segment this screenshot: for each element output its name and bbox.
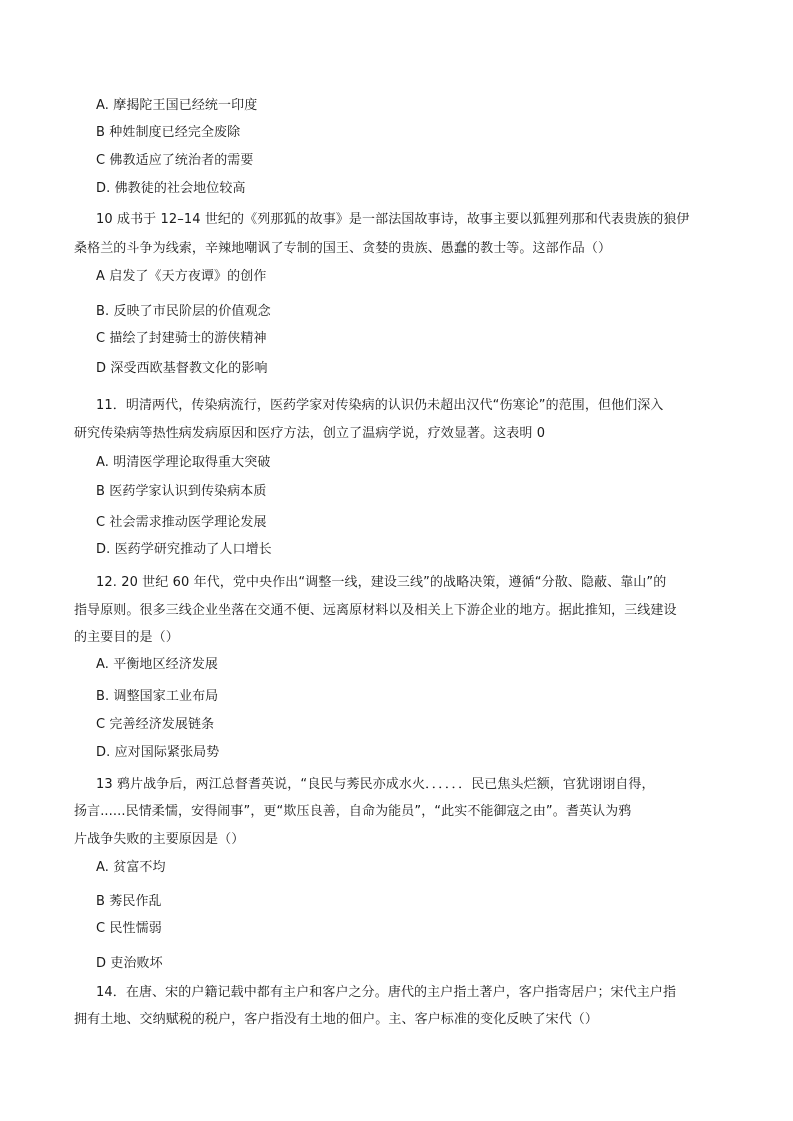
q12-option-a: A. 平衡地区经济发展 xyxy=(96,657,219,672)
q9-option-d: D. 佛教徒的社会地位较高 xyxy=(96,181,246,196)
q11-stem-line-2: 研究传染病等热性病发病原因和医疗方法，创立了温病学说，疗效显著。这表明 0 xyxy=(74,426,546,441)
q12-option-d: D. 应对国际紧张局势 xyxy=(96,745,220,760)
q13-option-c: C 民性懦弱 xyxy=(96,921,162,936)
q9-option-b: B 种姓制度已经完全废除 xyxy=(96,125,241,140)
q12-stem-line-2: 指导原则。很多三线企业坐落在交通不便、远离原材料以及相关上下游企业的地方。据此推知，三线建设 xyxy=(74,603,677,618)
q10-option-d: D 深受西欧基督教文化的影响 xyxy=(96,361,268,376)
q10-option-b: B. 反映了市民阶层的价值观念 xyxy=(96,304,271,319)
q10-stem-line-2: 桑格兰的斗争为线索，辛辣地嘲讽了专制的国王、贪婪的贵族、愚蠢的教士等。这部作品（） xyxy=(74,241,612,256)
q12-stem-line-1: 12. 20 世纪 60 年代，党中央作出“调整一线，建设三线”的战略决策，遵循“分散、隐蔽、靠山”的 xyxy=(96,575,667,590)
q12-option-c: C 完善经济发展链条 xyxy=(96,717,215,732)
q11-option-d: D. 医药学研究推动了人口增长 xyxy=(96,542,272,557)
q12-stem-line-3: 的主要目的是（） xyxy=(74,630,179,645)
q10-option-c: C 描绘了封建骑士的游侠精神 xyxy=(96,331,267,346)
q13-stem-line-2: 扬言......民情柔懦，安得闹事”，更“欺压良善，自命为能员”，“此实不能御寇之由”。耆英认为鸦 xyxy=(74,804,632,819)
q10-stem-line-1: 10 成书于 12–14 世纪的《列那狐的故事》是一部法国故事诗，故事主要以狐狸列那和代表贵族的狼伊 xyxy=(96,212,690,227)
q13-stem-line-3: 片战争失败的主要原因是（） xyxy=(74,832,245,847)
q14-stem-line-2: 拥有土地、交纳赋税的税户，客户指没有土地的佃户。主、客户标准的变化反映了宋代（） xyxy=(74,1012,599,1027)
q11-option-a: A. 明清医学理论取得重大突破 xyxy=(96,455,271,470)
q12-option-b: B. 调整国家工业布局 xyxy=(96,689,219,704)
q11-stem-line-1: 11．明清两代，传染病流行，医药学家对传染病的认识仍未超出汉代“伤寒论”的范围，但他们深入 xyxy=(96,398,664,413)
q13-option-a: A. 贫富不均 xyxy=(96,860,166,875)
q9-option-a: A. 摩揭陀王国已经统一印度 xyxy=(96,98,258,113)
q13-option-d: D 吏治败坏 xyxy=(96,956,163,971)
q9-option-c: C 佛教适应了统治者的需要 xyxy=(96,153,254,168)
q11-option-b: B 医药学家认识到传染病本质 xyxy=(96,484,267,499)
q14-stem-line-1: 14．在唐、宋的户籍记载中都有主户和客户之分。唐代的主户指土著户，客户指寄居户；宋代主户指 xyxy=(96,985,677,1000)
q11-option-c: C 社会需求推动医学理论发展 xyxy=(96,515,267,530)
q13-stem-line-1: 13 鸦片战争后，两江总督耆英说，“良民与莠民亦成水火．．．．．．民已焦头烂额，官犹诩诩自得， xyxy=(96,777,655,792)
q10-option-a: A 启发了《天方夜谭》的创作 xyxy=(96,269,267,284)
q13-option-b: B 莠民作乱 xyxy=(96,894,162,909)
